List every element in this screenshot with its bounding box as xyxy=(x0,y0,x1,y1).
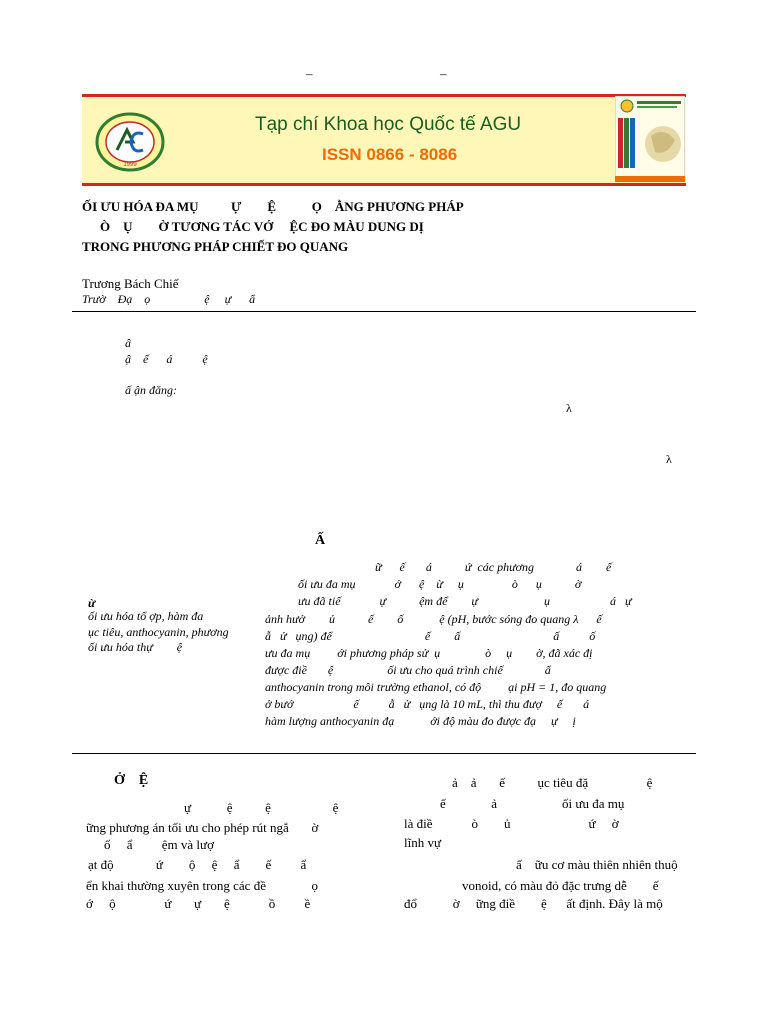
article-title-line-1: ỐI ƯU HÓA ĐA MỤ Ự Ệ Ọ ẰNG PHƯƠNG PHÁP xyxy=(82,199,464,214)
article-title-line-2: Ò Ụ Ờ TƯƠNG TÁC VỚ ỆC ĐO MÀU DUNG DỊ xyxy=(100,219,424,234)
article-affiliation: Trườ Đạ ọ ệ ự ẩ xyxy=(82,292,256,306)
abstract-line-6: ưu đa mụ ới phương pháp sử ụ ò ụ ờ, đã xác đị xyxy=(265,646,593,660)
abstract-line-10: hàm lượng anthocyanin đạ ới độ màu đo được đạ ự ị xyxy=(265,714,576,728)
info-line-3: ấ ận đăng: xyxy=(125,383,177,397)
intro-right-line-7: đổ ờ ững điề ệ ất định. Đây là mộ xyxy=(404,896,663,911)
affiliation-rule xyxy=(72,311,696,312)
keywords-line-3: ục tiêu, anthocyanin, phương xyxy=(88,625,229,639)
keywords-line-2: ối ưu hóa tổ ợp, hàm đa xyxy=(88,609,204,623)
intro-right-line-1: ả ả ế ục tiêu đặ ệ xyxy=(452,775,653,790)
intro-left-line-4: ạt độ ứ ộ ệ ẩ ế ẩ xyxy=(88,857,307,872)
intro-left-line-2: ững phương án tối ưu cho phép rút ngắ ờ xyxy=(86,820,319,835)
journal-cover-image xyxy=(615,96,685,182)
intro-left-line-1: ự ệ ệ ệ xyxy=(184,800,339,815)
keywords-line-4: ối ưu hóa thự ệ xyxy=(88,640,183,654)
intro-left-line-6: ớ ộ ứ ự ệ ồ ề xyxy=(86,896,311,911)
keywords-line-1: ừ xyxy=(88,596,96,610)
journal-banner xyxy=(82,94,686,186)
abstract-line-8: anthocyanin trong môi trường ethanol, có độ ại pH = 1, đo quang xyxy=(265,680,607,694)
journal-title: Tạp chí Khoa học Quốc tế AGU xyxy=(255,114,522,135)
info-line-1: â xyxy=(125,336,131,350)
article-author: Trương Bách Chiế xyxy=(82,276,179,291)
logo-year: 1999 xyxy=(123,162,137,168)
intro-right-line-6: vonoid, có màu đỏ đặc trưng dễ ế xyxy=(462,878,659,893)
abstract-line-1: ữ ế á ứ các phương á ế xyxy=(375,560,612,574)
info-line-2: ậ ế á ệ xyxy=(125,352,208,366)
header-dash-left: – xyxy=(306,66,313,81)
abstract-line-9: ở bướ ế ẫ ử ụng là 10 mL, thì thu đượ ế á xyxy=(265,697,590,711)
abstract-line-5: ẫ ử ụng) để ế ấ ấ ố xyxy=(265,629,596,643)
info-lambda-2: λ xyxy=(666,452,672,466)
journal-issn: ISSN 0866 - 8086 xyxy=(322,145,458,164)
intro-heading: Ở Ệ xyxy=(114,773,149,788)
abstract-heading: Ấ xyxy=(315,533,326,548)
abstract-line-4: ảnh hưở ủ ế ố ệ (pH, bước sóng đo quang λ ế xyxy=(265,612,602,626)
article-title-line-3: TRONG PHƯƠNG PHÁP CHIẾT ĐO QUANG xyxy=(82,239,349,254)
header-dash-right: – xyxy=(440,66,447,81)
intro-left-line-3: ố ẩ ệm và lượ xyxy=(104,837,214,852)
intro-left-line-5: ển khai thường xuyên trong các đề ọ xyxy=(86,878,318,893)
intro-right-line-3: là điề ò ủ ứ ờ xyxy=(404,816,619,831)
university-logo xyxy=(95,112,165,172)
intro-right-line-2: ế ả ối ưu đa mụ xyxy=(440,796,625,811)
abstract-line-3: ưu đã tiế ự ệm để ự ụ á ự xyxy=(298,594,632,608)
intro-right-line-4: lĩnh vự xyxy=(404,835,442,850)
abstract-line-7: được điề ệ ối ưu cho quá trình chiế ấ xyxy=(265,663,551,677)
abstract-line-2: ối ưu đa mụ ớ ệ ừ ụ ò ụ ờ xyxy=(298,577,582,591)
abstract-rule xyxy=(72,753,696,754)
info-lambda-1: λ xyxy=(566,401,572,415)
intro-right-line-5: ấ ữu cơ màu thiên nhiên thuộ xyxy=(516,857,678,872)
